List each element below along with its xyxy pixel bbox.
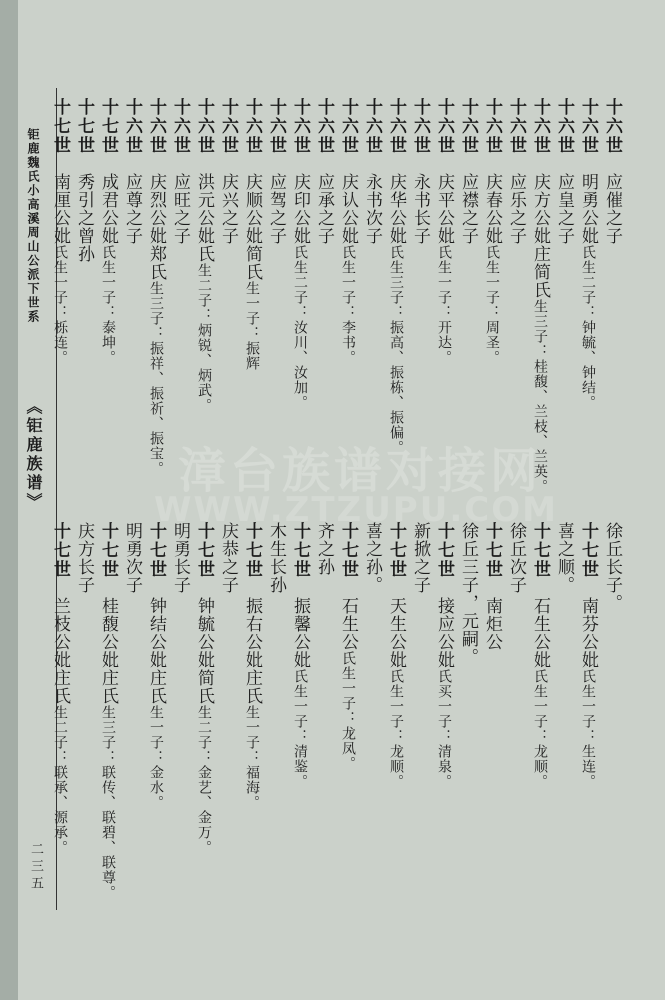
watermark-text: 漳台族谱对接网: [177, 443, 542, 499]
generation-label: 十七世: [98, 98, 118, 155]
generation-label: 十六世: [122, 98, 142, 155]
generation-label: 十七世: [578, 522, 598, 579]
entry-name: 应乐之子: [506, 173, 526, 245]
lineage-entry: [74, 98, 94, 263]
entry-detail: 氏生一子：开达。: [436, 245, 452, 365]
entry-name: 秀引之曾孙: [74, 173, 94, 263]
entry-name: 洪元公妣氏: [194, 173, 214, 263]
lineage-entry: [242, 522, 262, 810]
entry-name: 庆印公妣: [290, 173, 310, 245]
entry-name: 木生长孙: [266, 522, 286, 594]
entry-name: 应皇之子: [554, 173, 574, 245]
entry-name: 成君公妣: [98, 173, 118, 245]
entry-name: 徐丘三子，元嗣。: [458, 522, 478, 666]
entry-name: 庆兴之子: [218, 173, 238, 245]
lineage-entry: [266, 98, 286, 245]
lineage-entry: [578, 98, 598, 410]
entry-name: 明勇次子: [122, 522, 142, 594]
lineage-entry: [434, 98, 454, 365]
entry-name: 徐丘长子。: [602, 522, 622, 612]
entry-detail: 生三子：振祥、振祈、振宝。: [148, 281, 164, 476]
entry-name: 喜之顺。: [554, 522, 574, 594]
entry-name: 振右公妣庄氏: [242, 597, 262, 705]
lineage-entry: [170, 522, 190, 594]
lineage-entry: [338, 522, 358, 771]
entry-detail: 氏生一子：周圣。: [484, 245, 500, 365]
book-title: 《钜鹿族谱》: [24, 398, 43, 512]
generation-label: 十六世: [362, 98, 382, 155]
lineage-entry: [410, 98, 430, 245]
lineage-entry: [98, 522, 118, 900]
generation-label: 十七世: [98, 522, 118, 579]
entry-detail: 生三子：联传、联碧、联尊。: [100, 705, 116, 900]
lineage-entry: [506, 98, 526, 245]
entry-name: 永书次子: [362, 173, 382, 245]
entry-detail: 氏生三子：振高、振栋、振偏。: [388, 245, 404, 455]
lineage-entry: [362, 98, 382, 245]
entry-name: 石生公: [338, 597, 358, 651]
lineage-entry: [146, 98, 166, 476]
generation-label: 十六世: [290, 98, 310, 155]
lineage-entry: [314, 98, 334, 245]
entry-detail: 氏生一子：清鉴。: [292, 669, 308, 789]
generation-label: 十七世: [530, 522, 550, 579]
generation-label: 十七世: [50, 522, 70, 579]
lineage-entry: [602, 522, 622, 612]
generation-label: 十六世: [506, 98, 526, 155]
lineage-entry: [410, 522, 430, 594]
entry-name: 南炬公: [482, 597, 502, 651]
entry-name: 桂馥公妣庄氏: [98, 597, 118, 705]
lineage-entry: [338, 98, 358, 365]
entry-detail: 氏生二子：汝川、汝加。: [292, 245, 308, 410]
generation-label: 十七世: [338, 522, 358, 579]
generation-label: 十六世: [170, 98, 190, 155]
entry-name: 钟毓公妣简氏: [194, 597, 214, 705]
lineage-entry: [218, 522, 238, 594]
lineage-entry: [458, 522, 478, 666]
lineage-entry: [386, 98, 406, 455]
entry-name: 庆方公妣庄简氏: [530, 173, 550, 299]
lineage-entry: [50, 98, 70, 365]
entry-name: 庆顺公妣简氏: [242, 173, 262, 281]
entry-detail: 生一子：金水。: [148, 705, 164, 810]
lineage-entry: [530, 98, 550, 494]
generation-label: 十七世: [146, 522, 166, 579]
entry-name: 新掀之子: [410, 522, 430, 594]
generation-label: 十七世: [242, 522, 262, 579]
entry-detail: 生三子：桂馥、兰枝、兰英。: [532, 299, 548, 494]
running-title: 钜鹿魏氏小高溪周山公派下世系: [26, 128, 40, 324]
lineage-entry: [434, 522, 454, 789]
entry-name: 徐丘次子: [506, 522, 526, 594]
generation-label: 十六世: [218, 98, 238, 155]
generation-label: 十七世: [194, 522, 214, 579]
lineage-entry: [290, 522, 310, 789]
lineage-entry: [554, 522, 574, 594]
entry-name: 天生公妣: [386, 597, 406, 669]
generation-label: 十六世: [194, 98, 214, 155]
entry-name: 庆恭之子: [218, 522, 238, 594]
entry-name: 明勇公妣: [578, 173, 598, 245]
entry-detail: 生一子：振辉: [244, 281, 260, 371]
entry-detail: 氏生一子：生连。: [580, 669, 596, 789]
entry-name: 明勇长子: [170, 522, 190, 594]
entry-detail: 氏生一子：龙顺。: [532, 669, 548, 789]
lineage-entry: [530, 522, 550, 789]
entry-name: 接应公妣: [434, 597, 454, 669]
lineage-entry: [266, 522, 286, 594]
lineage-entry: [122, 98, 142, 245]
entry-detail: 氏生一子：龙顺。: [388, 669, 404, 789]
generation-label: 十六世: [602, 98, 622, 155]
entry-detail: 氏生一子：李书。: [340, 245, 356, 365]
lineage-entry: [314, 522, 334, 576]
generation-label: 十六世: [530, 98, 550, 155]
lineage-entry: [482, 522, 502, 651]
entry-name: 南芬公妣: [578, 597, 598, 669]
generation-label: 十七世: [290, 522, 310, 579]
entry-detail: 氏生一子：栎连。: [52, 245, 68, 365]
generation-label: 十六世: [242, 98, 262, 155]
lineage-entry: [290, 98, 310, 410]
entry-name: 钟结公妣庄氏: [146, 597, 166, 705]
generation-label: 十六世: [266, 98, 286, 155]
generation-label: 十七世: [482, 522, 502, 579]
entry-name: 应驾之子: [266, 173, 286, 245]
lineage-entry: [194, 98, 214, 413]
entry-name: 应催之子: [602, 173, 622, 245]
entry-name: 应襟之子: [458, 173, 478, 245]
lineage-entry: [122, 522, 142, 594]
lineage-entry: [74, 522, 94, 594]
lineage-entry: [194, 522, 214, 855]
generation-label: 十六世: [146, 98, 166, 155]
generation-label: 十六世: [578, 98, 598, 155]
lineage-entry: [602, 98, 622, 245]
watermark-url: WWW.ZTZUPU.COM: [154, 490, 558, 530]
entry-name: 齐之孙: [314, 522, 334, 576]
entry-name: 喜之孙。: [362, 522, 382, 594]
lineage-entry: [506, 522, 526, 594]
generation-label: 十六世: [458, 98, 478, 155]
lineage-entry: [482, 98, 502, 365]
lineage-entry: [170, 98, 190, 245]
entry-name: 石生公妣: [530, 597, 550, 669]
entry-name: 庆春公妣: [482, 173, 502, 245]
generation-label: 十七世: [74, 98, 94, 155]
lineage-entry: [50, 522, 70, 855]
entry-name: 庆烈公妣郑氏: [146, 173, 166, 281]
generation-label: 十六世: [386, 98, 406, 155]
entry-name: 应承之子: [314, 173, 334, 245]
generation-label: 十六世: [434, 98, 454, 155]
lineage-entry: [218, 98, 238, 245]
entry-name: 南厘公妣: [50, 173, 70, 245]
entry-name: 庆平公妣: [434, 173, 454, 245]
entry-name: 庆华公妣: [386, 173, 406, 245]
generation-label: 十六世: [338, 98, 358, 155]
entry-name: 振馨公妣: [290, 597, 310, 669]
lineage-entry: [98, 98, 118, 365]
entry-detail: 生一子：福海。: [244, 705, 260, 810]
generation-label: 十六世: [554, 98, 574, 155]
generation-label: 十七世: [50, 98, 70, 155]
entry-name: 应旺之子: [170, 173, 190, 245]
entry-detail: 生二子：金艺、金万。: [196, 705, 212, 855]
entry-detail: 氏买一子：清泉。: [436, 669, 452, 789]
entry-name: 永书长子: [410, 173, 430, 245]
lineage-entry: [458, 98, 478, 245]
entry-detail: 生二子：联承、源承。: [52, 705, 68, 855]
entry-detail: 氏生一子：龙凤。: [340, 651, 356, 771]
lineage-entry: [386, 522, 406, 789]
entry-name: 兰枝公妣庄氏: [50, 597, 70, 705]
generation-label: 十七世: [386, 522, 406, 579]
lineage-entry: [578, 522, 598, 789]
entry-name: 庆认公妣: [338, 173, 358, 245]
lineage-entry: [554, 98, 574, 245]
generation-label: 十六世: [482, 98, 502, 155]
lineage-entry: [242, 98, 262, 371]
entry-detail: 氏生一子：泰坤。: [100, 245, 116, 365]
entry-name: 庆方长子: [74, 522, 94, 594]
generation-label: 十六世: [314, 98, 334, 155]
lineage-entry: [146, 522, 166, 810]
entry-detail: 生二子：炳锐、炳武。: [196, 263, 212, 413]
lineage-entry: [362, 522, 382, 594]
generation-label: 十六世: [410, 98, 430, 155]
book-spine-shadow: [0, 0, 18, 1000]
entry-detail: 氏生二子：钟毓、钟结。: [580, 245, 596, 410]
generation-label: 十七世: [434, 522, 454, 579]
page-number: 二三五: [28, 842, 43, 893]
entry-name: 应尊之子: [122, 173, 142, 245]
